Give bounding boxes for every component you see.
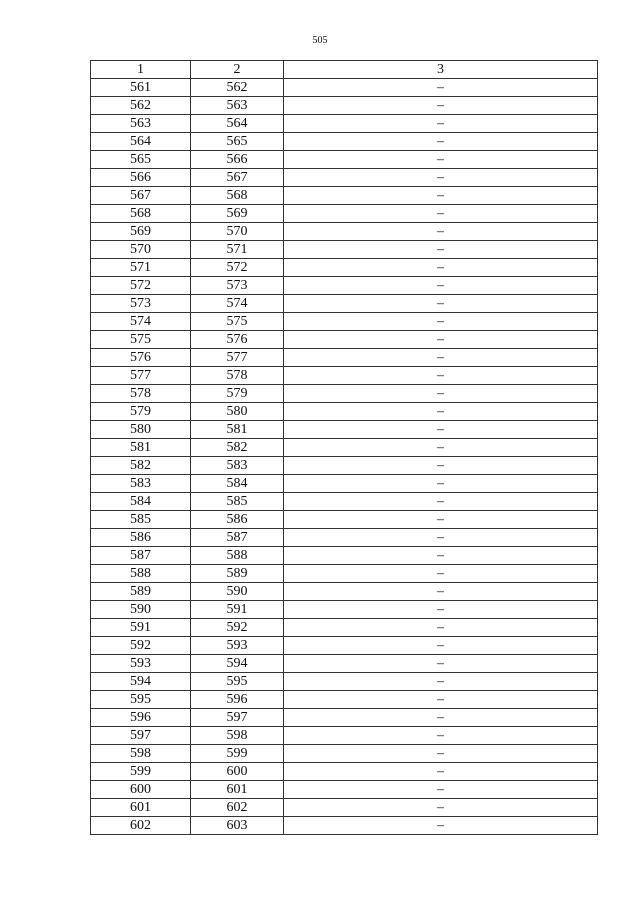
table-row [91, 781, 598, 799]
table-cell-col-1: 579 [91, 403, 191, 421]
table-row [91, 151, 598, 169]
table-cell-col-2: 569 [191, 205, 284, 223]
table-cell-col-2: 562 [191, 79, 284, 97]
table-row [91, 421, 598, 439]
table-cell-col-3: – [284, 511, 598, 529]
table-cell-col-3: – [284, 637, 598, 655]
table-row [91, 565, 598, 583]
table-cell-col-1: 594 [91, 673, 191, 691]
table-cell-col-3: – [284, 457, 598, 475]
table-row [91, 439, 598, 457]
table-cell-col-3: – [284, 151, 598, 169]
table-cell-col-1: 588 [91, 565, 191, 583]
table-row [91, 583, 598, 601]
table-cell-col-3: – [284, 529, 598, 547]
table-cell-col-1: 561 [91, 79, 191, 97]
table-row [91, 349, 598, 367]
table-row [91, 547, 598, 565]
table-cell-col-2: 589 [191, 565, 284, 583]
table-cell-col-3: – [284, 655, 598, 673]
table-cell-col-3: – [284, 169, 598, 187]
table-cell-col-2: 565 [191, 133, 284, 151]
table-row [91, 133, 598, 151]
table-row [91, 313, 598, 331]
table-cell-col-1: 580 [91, 421, 191, 439]
table-cell-col-1: 565 [91, 151, 191, 169]
table-cell-col-3: – [284, 223, 598, 241]
table-cell-col-1: 570 [91, 241, 191, 259]
table-cell-col-2: 599 [191, 745, 284, 763]
data-table [90, 60, 598, 835]
table-cell-col-1: 589 [91, 583, 191, 601]
table-cell-col-2: 597 [191, 709, 284, 727]
table-cell-col-1: 581 [91, 439, 191, 457]
table-cell-col-3: – [284, 277, 598, 295]
table-cell-col-3: – [284, 583, 598, 601]
table-cell-col-1: 585 [91, 511, 191, 529]
table-cell-col-2: 590 [191, 583, 284, 601]
table-cell-col-2: 576 [191, 331, 284, 349]
table-row [91, 223, 598, 241]
table-row [91, 493, 598, 511]
table-row [91, 169, 598, 187]
table-cell-col-1: 582 [91, 457, 191, 475]
table-cell-col-3: – [284, 241, 598, 259]
table-cell-col-1: 567 [91, 187, 191, 205]
table-cell-col-3: – [284, 349, 598, 367]
table-cell-col-1: 583 [91, 475, 191, 493]
table-row [91, 277, 598, 295]
table-cell-col-1: 593 [91, 655, 191, 673]
table-cell-col-2: 598 [191, 727, 284, 745]
table-cell-col-1: 590 [91, 601, 191, 619]
table-cell-col-3: – [284, 475, 598, 493]
table-cell-col-2: 564 [191, 115, 284, 133]
table-cell-col-3: – [284, 295, 598, 313]
table-cell-col-2: 581 [191, 421, 284, 439]
table-row [91, 817, 598, 835]
table-cell-col-1: 573 [91, 295, 191, 313]
table-row [91, 187, 598, 205]
table-row [91, 259, 598, 277]
table-cell-col-2: 582 [191, 439, 284, 457]
table-row [91, 673, 598, 691]
table-row [91, 205, 598, 223]
table-cell-col-3: – [284, 331, 598, 349]
table-row [91, 529, 598, 547]
table-cell-col-3: – [284, 385, 598, 403]
table-cell-col-3: – [284, 817, 598, 835]
table-cell-col-1: 587 [91, 547, 191, 565]
table-cell-col-1: 592 [91, 637, 191, 655]
table-cell-col-1: 578 [91, 385, 191, 403]
table-cell-col-3: – [284, 691, 598, 709]
table-cell-col-2: 596 [191, 691, 284, 709]
table-cell-col-2: 567 [191, 169, 284, 187]
table-row [91, 385, 598, 403]
table-cell-col-3: – [284, 421, 598, 439]
table-cell-col-3: – [284, 115, 598, 133]
table-cell-col-1: 563 [91, 115, 191, 133]
table-cell-col-2: 570 [191, 223, 284, 241]
table-cell-col-2: 600 [191, 763, 284, 781]
table-cell-col-2: 602 [191, 799, 284, 817]
table-cell-col-1: 574 [91, 313, 191, 331]
table-body [91, 79, 598, 835]
table-cell-col-1: 598 [91, 745, 191, 763]
table-cell-col-2: 579 [191, 385, 284, 403]
table-cell-col-2: 594 [191, 655, 284, 673]
table-cell-col-1: 584 [91, 493, 191, 511]
table-cell-col-2: 573 [191, 277, 284, 295]
table-row [91, 331, 598, 349]
table-cell-col-3: – [284, 727, 598, 745]
table-cell-col-2: 568 [191, 187, 284, 205]
table-cell-col-2: 566 [191, 151, 284, 169]
table-cell-col-3: – [284, 673, 598, 691]
table-row [91, 601, 598, 619]
table-row [91, 619, 598, 637]
table-cell-col-1: 597 [91, 727, 191, 745]
table-cell-col-1: 601 [91, 799, 191, 817]
table-cell-col-2: 563 [191, 97, 284, 115]
table-cell-col-2: 580 [191, 403, 284, 421]
table-cell-col-3: – [284, 601, 598, 619]
table-cell-col-2: 584 [191, 475, 284, 493]
table-cell-col-2: 577 [191, 349, 284, 367]
table-cell-col-3: – [284, 367, 598, 385]
table-row [91, 763, 598, 781]
table-row [91, 475, 598, 493]
table-cell-col-2: 586 [191, 511, 284, 529]
table-cell-col-1: 586 [91, 529, 191, 547]
table-cell-col-3: – [284, 439, 598, 457]
table-cell-col-3: – [284, 97, 598, 115]
table-cell-col-1: 575 [91, 331, 191, 349]
table-cell-col-1: 600 [91, 781, 191, 799]
table-cell-col-2: 583 [191, 457, 284, 475]
table-row [91, 655, 598, 673]
column-header-2: 2 [191, 61, 284, 79]
table-row [91, 691, 598, 709]
table-cell-col-2: 578 [191, 367, 284, 385]
table-cell-col-2: 585 [191, 493, 284, 511]
table-cell-col-1: 591 [91, 619, 191, 637]
table-cell-col-3: – [284, 187, 598, 205]
page-number: 505 [312, 35, 328, 46]
table-cell-col-1: 571 [91, 259, 191, 277]
table-row [91, 241, 598, 259]
table-cell-col-3: – [284, 781, 598, 799]
table-cell-col-1: 599 [91, 763, 191, 781]
table-cell-col-3: – [284, 205, 598, 223]
table-row [91, 457, 598, 475]
table-cell-col-3: – [284, 565, 598, 583]
table-row [91, 367, 598, 385]
table-cell-col-3: – [284, 403, 598, 421]
table-row [91, 745, 598, 763]
table-cell-col-3: – [284, 313, 598, 331]
table-header [91, 61, 598, 79]
table-cell-col-1: 576 [91, 349, 191, 367]
table-cell-col-2: 595 [191, 673, 284, 691]
table-cell-col-2: 571 [191, 241, 284, 259]
table-cell-col-1: 564 [91, 133, 191, 151]
table-cell-col-1: 595 [91, 691, 191, 709]
table-cell-col-3: – [284, 763, 598, 781]
table-cell-col-2: 572 [191, 259, 284, 277]
table-cell-col-1: 596 [91, 709, 191, 727]
table-cell-col-1: 602 [91, 817, 191, 835]
table-cell-col-1: 572 [91, 277, 191, 295]
header-row [91, 61, 598, 79]
table-row [91, 709, 598, 727]
table-cell-col-2: 588 [191, 547, 284, 565]
table-cell-col-2: 574 [191, 295, 284, 313]
table-cell-col-1: 577 [91, 367, 191, 385]
table-row [91, 511, 598, 529]
table-cell-col-3: – [284, 493, 598, 511]
table-row [91, 97, 598, 115]
table-row [91, 79, 598, 97]
table-row [91, 799, 598, 817]
table-cell-col-3: – [284, 133, 598, 151]
table-cell-col-2: 603 [191, 817, 284, 835]
table-cell-col-1: 562 [91, 97, 191, 115]
table-row [91, 403, 598, 421]
table-cell-col-2: 592 [191, 619, 284, 637]
column-header-1: 1 [91, 61, 191, 79]
table-row [91, 115, 598, 133]
table-cell-col-3: – [284, 79, 598, 97]
table-cell-col-2: 601 [191, 781, 284, 799]
table-cell-col-3: – [284, 259, 598, 277]
table-cell-col-3: – [284, 709, 598, 727]
table-row [91, 727, 598, 745]
table-cell-col-3: – [284, 799, 598, 817]
table-cell-col-3: – [284, 547, 598, 565]
table-row [91, 637, 598, 655]
table-cell-col-1: 566 [91, 169, 191, 187]
table-cell-col-3: – [284, 619, 598, 637]
table-cell-col-2: 593 [191, 637, 284, 655]
column-header-3: 3 [284, 61, 598, 79]
table-cell-col-2: 591 [191, 601, 284, 619]
table-cell-col-1: 569 [91, 223, 191, 241]
table-cell-col-2: 575 [191, 313, 284, 331]
table-cell-col-3: – [284, 745, 598, 763]
table-row [91, 295, 598, 313]
table-cell-col-1: 568 [91, 205, 191, 223]
table-cell-col-2: 587 [191, 529, 284, 547]
